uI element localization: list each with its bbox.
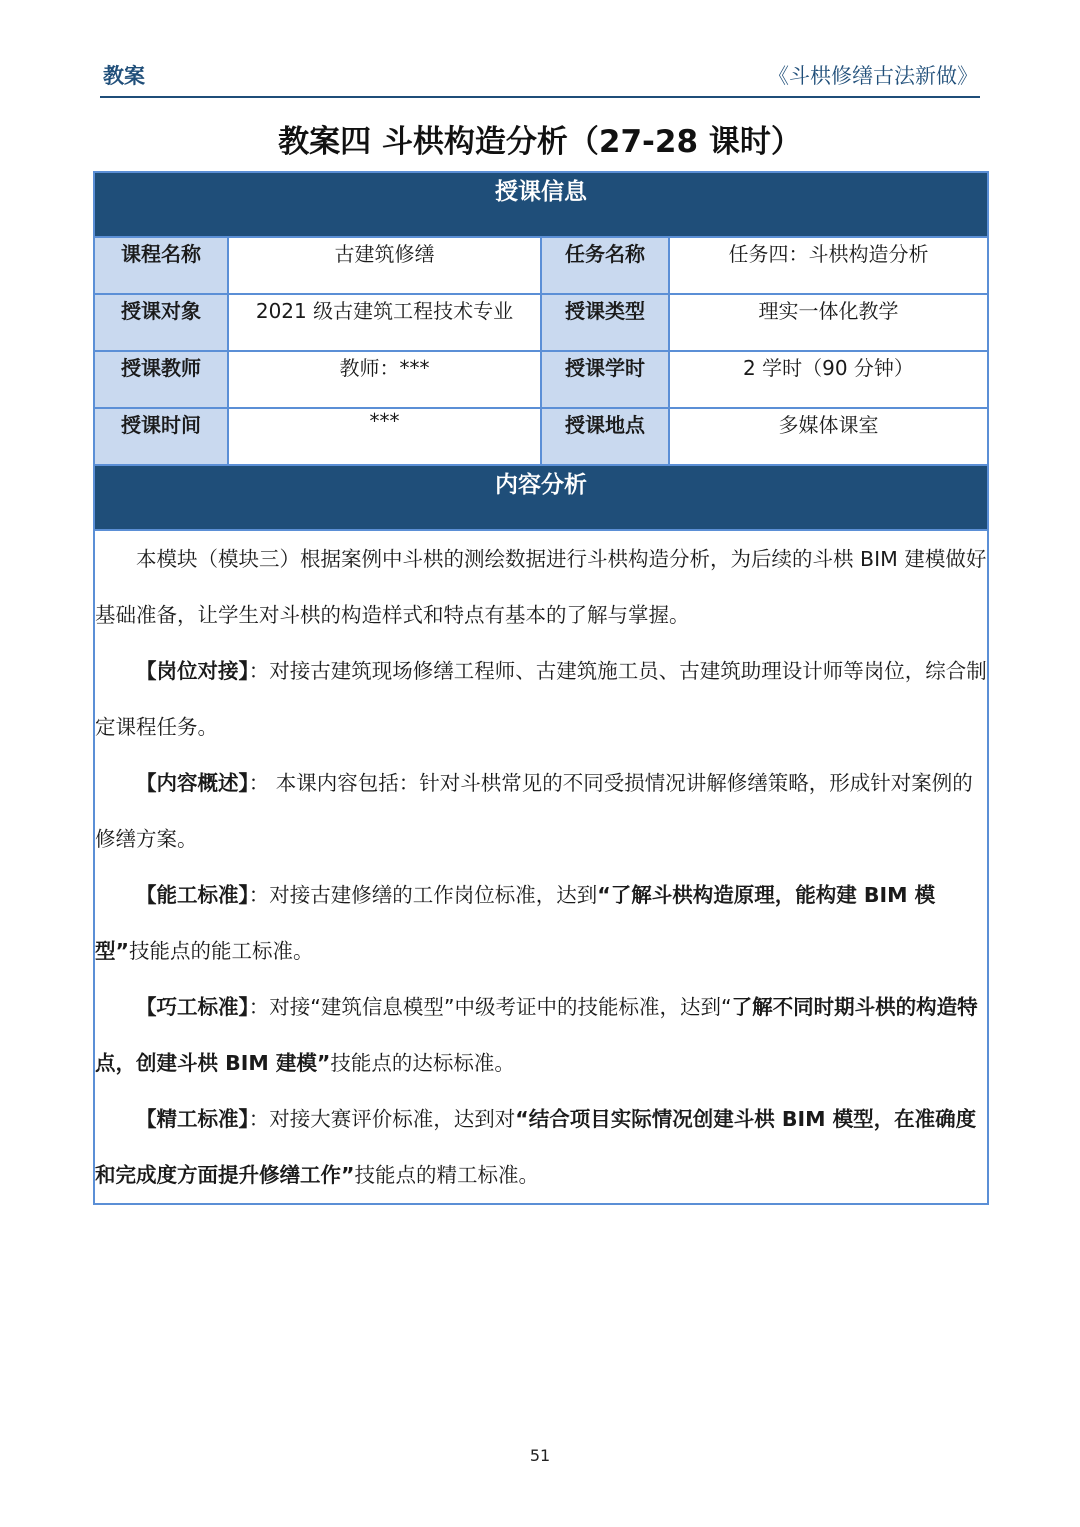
expert-standard-pre: ：对接大赛评价标准，达到对 [248,1107,516,1131]
job-alignment-label: 【岗位对接】 [136,659,249,683]
basic-standard-label: 【能工标准】 [136,883,249,907]
basic-standard-post: 技能点的能工标准。 [128,939,314,963]
value-location: 多媒体课室 [669,408,988,465]
table-row [94,294,988,351]
lesson-info-table [93,171,989,1205]
header-book-title: 《斗栱修缮古法新做》 [768,64,978,88]
label-location: 授课地点 [541,408,669,465]
label-teacher: 授课教师 [94,351,228,408]
section-header-teaching-info: 授课信息 [94,172,988,237]
table-row [94,237,988,294]
value-course-name: 古建筑修缮 [228,237,541,294]
expert-standard-label: 【精工标准】 [136,1107,249,1131]
skilled-standard-post: 技能点的达标标准。 [330,1051,515,1075]
content-analysis-body [94,530,988,1204]
page-number: 51 [529,1446,551,1465]
label-time: 授课时间 [94,408,228,465]
label-audience: 授课对象 [94,294,228,351]
label-hours: 授课学时 [541,351,669,408]
label-course-name: 课程名称 [94,237,228,294]
paragraph-basic-standard [95,867,987,979]
value-teacher: 教师：*** [228,351,541,408]
value-hours: 2 学时（90 分钟） [669,351,988,408]
skilled-standard-pre: ：对接“建筑信息模型”中级考证中的技能标准，达到“ [248,995,732,1019]
content-overview-label: 【内容概述】 [136,771,249,795]
paragraph-expert-standard [95,1091,987,1203]
content-overview-text: ： 本课内容包括：针对斗栱常见的不同受损情况讲解修缮策略，形成针对案例的修缮方案。 [95,771,973,851]
value-audience: 2021 级古建筑工程技术专业 [228,294,541,351]
label-class-type: 授课类型 [541,294,669,351]
basic-standard-pre: ：对接古建修缮的工作岗位标准，达到 [248,883,598,907]
value-task-name: 任务四：斗栱构造分析 [669,237,988,294]
table-row [94,351,988,408]
value-class-type: 理实一体化教学 [669,294,988,351]
skilled-standard-label: 【巧工标准】 [136,995,249,1019]
header-divider [100,96,980,98]
skilled-standard-bold: 了解不同时期斗栱的构造特点，创建斗栱 BIM 建模” [95,995,978,1075]
basic-standard-bold: “了解斗栱构造原理，能构建 BIM 模型” [95,883,936,963]
paragraph-content-overview [95,755,987,867]
job-alignment-text: ：对接古建筑现场修缮工程师、古建筑施工员、古建筑助理设计师等岗位，综合制定课程任务。 [95,659,987,739]
paragraph-job-alignment [95,643,987,755]
expert-standard-bold: “结合项目实际情况创建斗栱 BIM 模型，在准确度和完成度方面提升修缮工作” [95,1107,977,1187]
label-task-name: 任务名称 [541,237,669,294]
header-left-label: 教案 [103,64,145,88]
table-row [94,408,988,465]
expert-standard-post: 技能点的精工标准。 [354,1163,539,1187]
section-header-content-analysis: 内容分析 [94,465,988,530]
paragraph-skilled-standard [95,979,987,1091]
page-title: 教案四 斗栱构造分析（27-28 课时） [278,124,802,160]
value-time: *** [228,408,541,465]
intro-paragraph: 本模块（模块三）根据案例中斗栱的测绘数据进行斗栱构造分析，为后续的斗栱 BIM 建模做好基础准备，让学生对斗栱的构造样式和特点有基本的了解与掌握。 [95,547,987,627]
